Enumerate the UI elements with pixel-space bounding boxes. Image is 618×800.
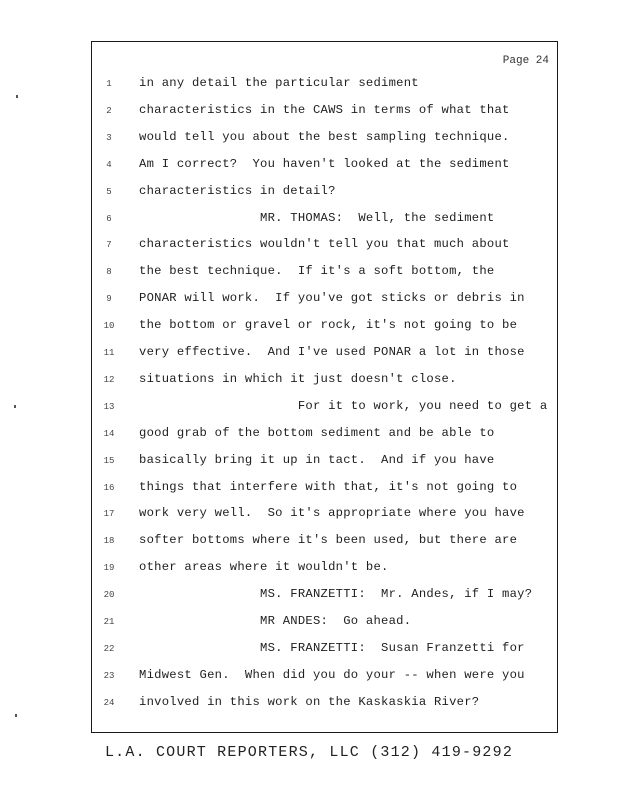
line-number: 11 (103, 348, 115, 358)
line-number: 7 (106, 240, 112, 251)
transcript-line (0, 260, 618, 287)
transcript-line (0, 180, 618, 207)
line-text: involved in this work on the Kaskaskia River? (139, 694, 480, 709)
line-number: 23 (103, 670, 115, 681)
line-number: 18 (103, 536, 115, 547)
line-number: 5 (106, 186, 112, 197)
line-number: 15 (103, 455, 115, 466)
line-text: work very well. So it's appropriate where you have (139, 506, 525, 521)
transcript-line (0, 583, 618, 610)
line-number: 16 (103, 482, 115, 493)
line-text: other areas where it wouldn't be. (139, 560, 389, 575)
transcript-line (0, 476, 618, 503)
transcript-line (0, 502, 618, 529)
line-text: For it to work, you need to get a (139, 398, 548, 413)
line-number: 13 (103, 401, 115, 412)
scan-speck (16, 95, 18, 98)
scan-speck (14, 405, 16, 408)
transcript-line (0, 126, 618, 153)
footer-court-reporter: L.A. COURT REPORTERS, LLC (312) 419-9292 (104, 744, 514, 761)
transcript-line (0, 314, 618, 341)
line-number: 17 (103, 509, 115, 520)
transcript-line (0, 691, 618, 718)
line-text: PONAR will work. If you've got sticks or debris in (139, 291, 525, 306)
line-number: 14 (103, 428, 115, 439)
transcript-line (0, 233, 618, 260)
transcript-line (0, 153, 618, 180)
line-text: things that interfere with that, it's not going to (139, 479, 518, 494)
line-number: 4 (106, 159, 112, 170)
line-text: would tell you about the best sampling technique. (139, 129, 510, 144)
transcript-line (0, 664, 618, 691)
transcript-line (0, 341, 618, 368)
line-text: MR. THOMAS: Well, the sediment (139, 210, 495, 225)
line-text: in any detail the particular sediment (139, 76, 419, 90)
line-text: MS. FRANZETTI: Susan Franzetti for (139, 640, 525, 655)
line-number: 2 (106, 105, 112, 116)
line-number: 24 (103, 697, 115, 708)
transcript-line (0, 610, 618, 637)
line-number: 21 (103, 617, 115, 627)
line-number: 20 (103, 590, 115, 601)
line-number: 9 (106, 294, 112, 305)
line-text: characteristics wouldn't tell you that much about (139, 237, 510, 252)
transcript-line (0, 207, 618, 234)
transcript-line (0, 637, 618, 664)
scan-speck (15, 714, 17, 717)
page-number: Page 24 (502, 55, 549, 67)
line-text: characteristics in the CAWS in terms of what that (139, 102, 510, 117)
transcript-line (0, 72, 618, 99)
line-number: 12 (103, 374, 115, 385)
line-number: 22 (103, 643, 115, 654)
line-text: MS. FRANZETTI: Mr. Andes, if I may? (139, 587, 533, 602)
line-number: 3 (106, 132, 112, 143)
line-text: softer bottoms where it's been used, but there are (139, 533, 518, 548)
transcript-line (0, 368, 618, 395)
line-number: 10 (103, 321, 115, 332)
line-text: situations in which it just doesn't close. (139, 371, 457, 386)
transcript-line (0, 449, 618, 476)
transcript-line (0, 422, 618, 449)
transcript-line (0, 287, 618, 314)
line-number: 19 (103, 563, 115, 574)
line-text: characteristics in detail? (139, 183, 336, 198)
transcript-line (0, 556, 618, 583)
line-number: 1 (106, 79, 112, 89)
transcript-line (0, 395, 618, 422)
line-number: 8 (106, 267, 112, 278)
line-text: MR ANDES: Go ahead. (139, 614, 412, 628)
line-text: the bottom or gravel or rock, it's not going to be (139, 318, 518, 333)
line-text: very effective. And I've used PONAR a lot in those (139, 345, 525, 359)
line-text: basically bring it up in tact. And if you have (139, 452, 495, 467)
line-text: good grab of the bottom sediment and be able to (139, 425, 495, 440)
transcript-line (0, 99, 618, 126)
transcript-line (0, 529, 618, 556)
line-number: 6 (106, 213, 112, 224)
line-text: Midwest Gen. When did you do your -- when were you (139, 667, 525, 682)
line-text: the best technique. If it's a soft bottom, the (139, 264, 495, 279)
line-text: Am I correct? You haven't looked at the sediment (139, 156, 510, 171)
